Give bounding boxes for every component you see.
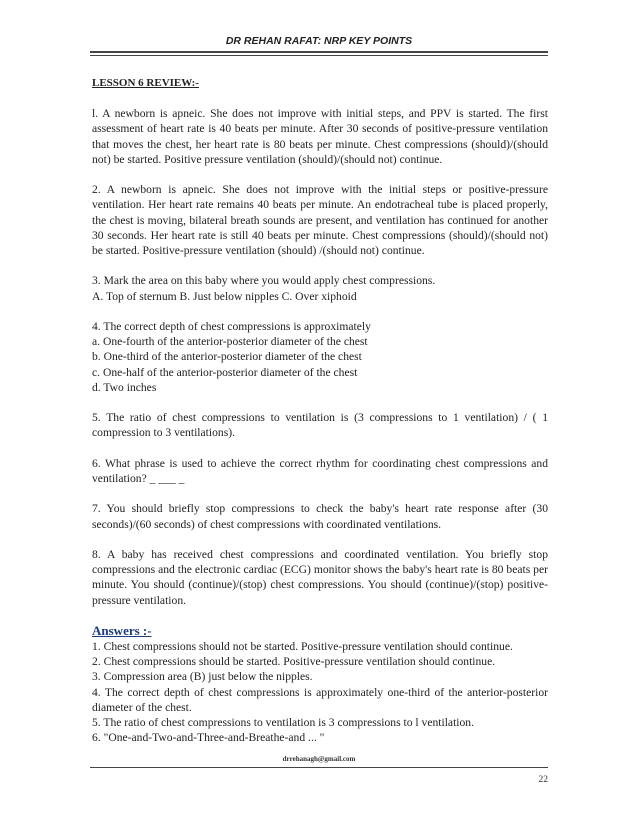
question-3	[92, 273, 548, 303]
page-header-title: DR REHAN RAFAT: NRP KEY POINTS	[225, 35, 413, 47]
footer-email: drrehanagh@gmail.com	[282, 755, 356, 763]
answer-item: 3. Compression area (B) just below the nipples.	[92, 670, 313, 684]
question-option: a. One-fourth of the anterior-posterior diameter of the chest	[92, 335, 368, 349]
question-text: 7. You should briefly stop compressions to check the baby's heart rate response after (30 seconds)/(60 seconds) of chest compressions with coordinated ventilations.	[92, 502, 548, 531]
question-7	[92, 501, 548, 531]
question-1	[92, 106, 548, 167]
question-option: b. One-third of the anterior-posterior diameter of the chest	[92, 350, 362, 364]
question-6	[92, 456, 548, 486]
header-rule-thick	[90, 51, 548, 53]
answers-section	[92, 623, 548, 745]
answer-item: 5. The ratio of chest compressions to ventilation is 3 compressions to l ventilation.	[92, 716, 474, 729]
answer-item: 1. Chest compressions should not be started. Positive-pressure ventilation should continue.	[92, 639, 513, 653]
page-number: 22	[538, 775, 548, 785]
header-rule-thin	[90, 55, 548, 56]
question-text: 3. Mark the area on this baby where you would apply chest compressions.	[92, 274, 436, 288]
answer-item: 6. "One-and-Two-and-Three-and-Breathe-and ... "	[92, 731, 325, 745]
question-text: 5. The ratio of chest compressions to ventilation is (3 compressions to 1 ventilation) / ( 1 compression to 3 ventilations).	[92, 411, 548, 440]
question-option: c. One-half of the anterior-posterior diameter of the chest	[92, 365, 358, 379]
question-option: d. Two inches	[92, 380, 157, 394]
answer-item: 2. Chest compressions should be started. Positive-pressure ventilation should continue.	[92, 655, 496, 669]
question-text: 8. A baby has received chest compressions and coordinated ventilation. You briefly stop compressions and the electronic cardiac (ECG) monitor shows the baby's heart rate is 80 beats per minute. You should (continue)/(stop) chest compressions. You should (continue)/(stop) positive-pressure ventilation.	[92, 547, 548, 607]
footer-rule	[90, 767, 548, 768]
question-4	[92, 319, 548, 395]
question-5	[92, 410, 548, 440]
answers-title: Answers :-	[92, 622, 152, 638]
answer-item: 4. The correct depth of chest compressions is approximately one-third of the anterior-posterior diameter of the chest.	[92, 685, 548, 714]
question-option: A. Top of sternum B. Just below nipples C. Over xiphoid	[92, 289, 357, 303]
document-body	[92, 76, 548, 745]
question-text: 4. The correct depth of chest compressions is approximately	[92, 320, 371, 333]
question-text: 2. A newborn is apneic. She does not improve with the initial steps or positive-pressure ventilation. Her heart rate remains 40 beats per minute. An endotracheal tube is placed properly, the chest is moving, bilateral breath sounds are present, and ventilation has continued for another 30 seconds. Her heart rate is still 40 beats per minute. Chest compressions (should)/(should not) be started. Positive-pressure ventilation (should) /(should not) continue.	[92, 183, 548, 258]
question-8	[92, 547, 548, 608]
question-text: 6. What phrase is used to achieve the correct rhythm for coordinating chest compressions and ventilation? _ ___ _	[92, 456, 548, 485]
question-text: l. A newborn is apneic. She does not improve with initial steps, and PPV is started. The first assessment of heart rate is 40 beats per minute. After 30 seconds of positive-pressure ventilation that moves the chest, her heart rate is 80 beats per minute. Chest compressions (should)/(should not) be started. Positive pressure ventilation (should)/(should not) continue.	[92, 107, 548, 166]
question-2	[92, 182, 548, 258]
lesson-title: LESSON 6 REVIEW:-	[92, 77, 199, 89]
